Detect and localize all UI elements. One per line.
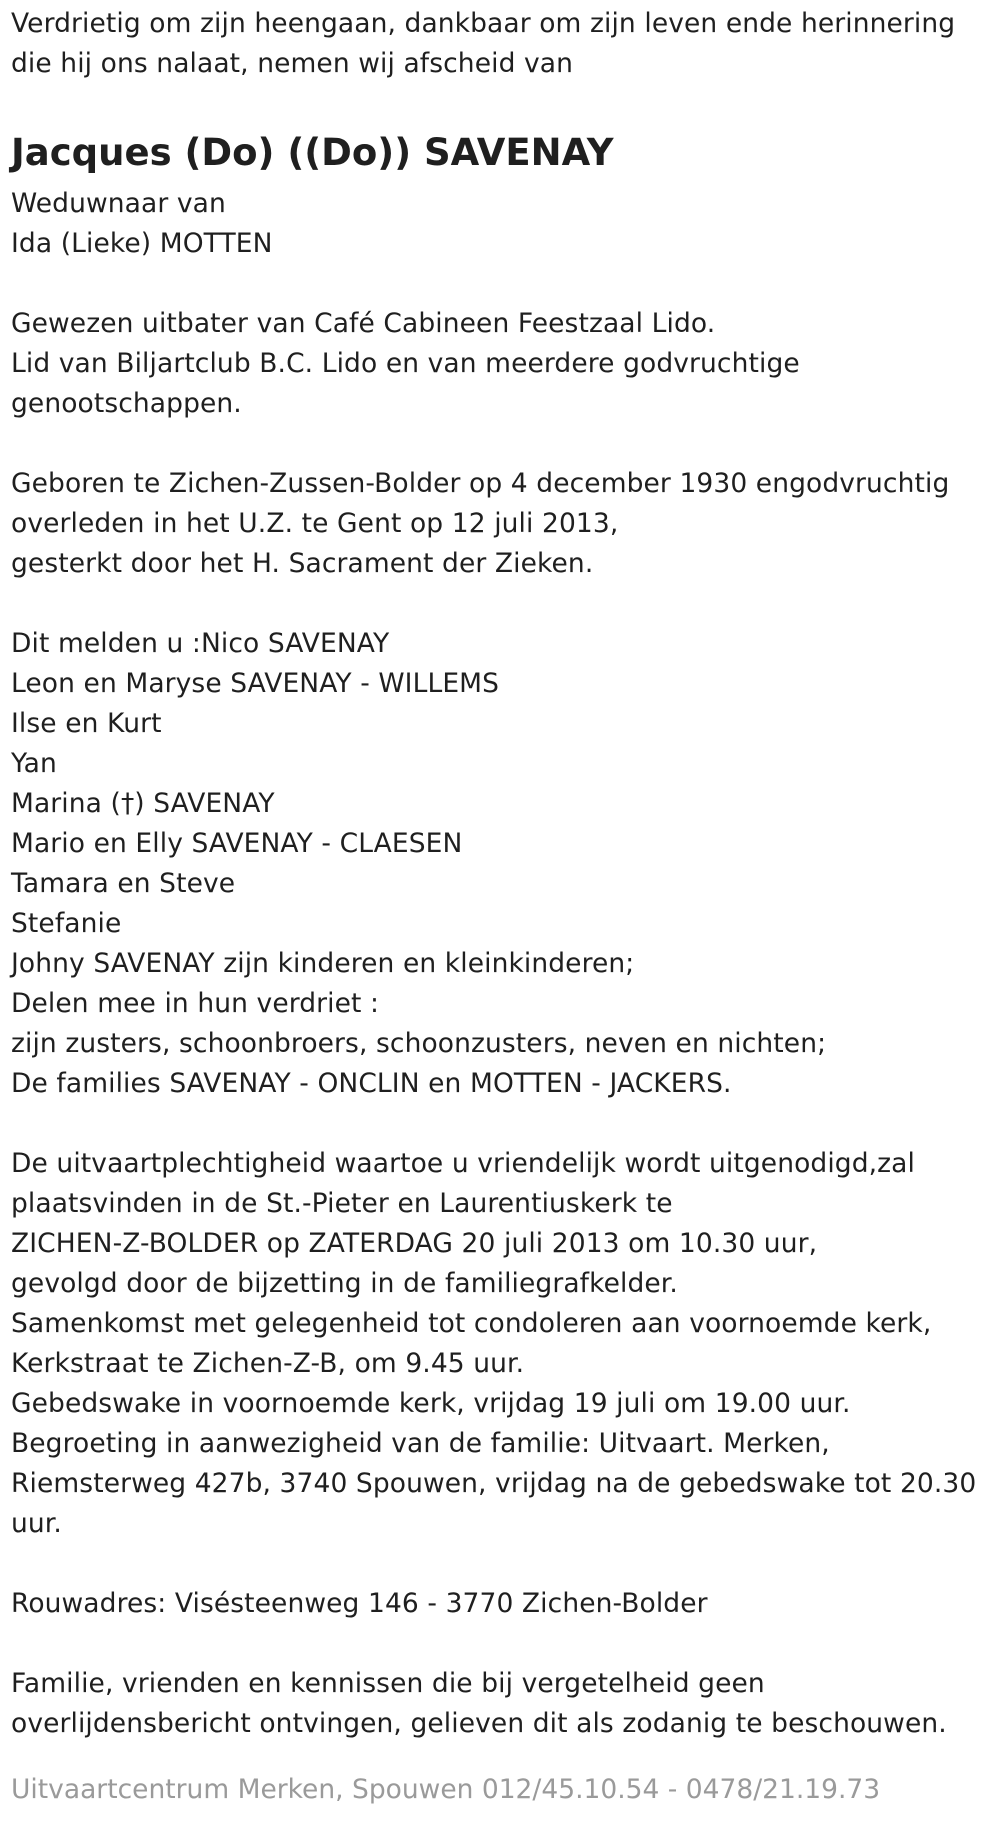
birth-death-paragraph xyxy=(11,464,986,584)
ceremony-line: De uitvaartplechtigheid waartoe u vriendelijk wordt uitgenodigd,zal xyxy=(11,1148,915,1179)
intro-line: die hij ons nalaat, nemen wij afscheid van xyxy=(11,48,574,79)
spouse-line: Weduwnaar van xyxy=(11,188,226,219)
family-line: De families SAVENAY - ONCLIN en MOTTEN - JACKERS. xyxy=(11,1068,732,1099)
career-line: genootschappen. xyxy=(11,388,242,419)
ceremony-line: Gebedswake in voornoemde kerk, vrijdag 19 juli om 19.00 uur. xyxy=(11,1388,851,1419)
deceased-name: Jacques (Do) ((Do)) SAVENAY xyxy=(11,131,614,174)
birth-death-line: overleden in het U.Z. te Gent op 12 juli 2013, xyxy=(11,508,619,539)
family-line: Johny SAVENAY zijn kinderen en kleinkinderen; xyxy=(11,948,635,979)
family-line: Dit melden u :Nico SAVENAY xyxy=(11,628,390,659)
notice-line: overlijdensbericht ontvingen, gelieven dit als zodanig te beschouwen. xyxy=(11,1708,947,1739)
paragraph-gap xyxy=(11,1624,986,1664)
ceremony-line: plaatsvinden in de St.-Pieter en Laurentiuskerk te xyxy=(11,1188,673,1219)
notice-line: Familie, vrienden en kennissen die bij vergetelheid geen xyxy=(11,1668,765,1699)
family-line: Delen mee in hun verdriet : xyxy=(11,988,380,1019)
family-line: Leon en Maryse SAVENAY - WILLEMS xyxy=(11,668,500,699)
family-line: Tamara en Steve xyxy=(11,868,236,899)
funeral-home-footer: Uitvaartcentrum Merken, Spouwen 012/45.10.54 - 0478/21.19.73 xyxy=(11,1774,881,1805)
paragraph-gap xyxy=(11,584,986,624)
family-line: zijn zusters, schoonbroers, schoonzusters, neven en nichten; xyxy=(11,1028,827,1059)
spouse-line: Ida (Lieke) MOTTEN xyxy=(11,228,273,259)
family-line: Stefanie xyxy=(11,908,122,939)
paragraph-gap xyxy=(11,1544,986,1584)
notice-paragraph xyxy=(11,1664,986,1744)
ceremony-line: Begroeting in aanwezigheid van de familie: Uitvaart. Merken, xyxy=(11,1428,830,1459)
address-paragraph xyxy=(11,1584,986,1624)
paragraph-gap xyxy=(11,424,986,464)
spouse-paragraph xyxy=(11,184,986,264)
birth-death-line: gesterkt door het H. Sacrament der Zieken. xyxy=(11,548,594,579)
career-line: Lid van Biljartclub B.C. Lido en van meerdere godvruchtige xyxy=(11,348,800,379)
family-line: Mario en Elly SAVENAY - CLAESEN xyxy=(11,828,463,859)
paragraph-gap xyxy=(11,1104,986,1144)
address-line: Rouwadres: Visésteenweg 146 - 3770 Zichen-Bolder xyxy=(11,1588,708,1619)
ceremony-line: gevolgd door de bijzetting in de familiegrafkelder. xyxy=(11,1268,678,1299)
career-line: Gewezen uitbater van Café Cabineen Feestzaal Lido. xyxy=(11,308,716,339)
family-line: Yan xyxy=(11,748,57,779)
paragraph-gap xyxy=(11,264,986,304)
family-line: Marina (†) SAVENAY xyxy=(11,788,275,819)
intro-paragraph xyxy=(11,4,986,84)
birth-death-line: Geboren te Zichen-Zussen-Bolder op 4 december 1930 engodvruchtig xyxy=(11,468,950,499)
obituary-text xyxy=(11,4,986,1744)
career-paragraph xyxy=(11,304,986,424)
ceremony-paragraph xyxy=(11,1144,986,1544)
ceremony-line: uur. xyxy=(11,1508,62,1539)
ceremony-line: ZICHEN-Z-BOLDER op ZATERDAG 20 juli 2013 om 10.30 uur, xyxy=(11,1228,818,1259)
family-paragraph xyxy=(11,624,986,1104)
intro-line: Verdrietig om zijn heengaan, dankbaar om zijn leven ende herinnering xyxy=(11,8,956,39)
ceremony-line: Samenkomst met gelegenheid tot condoleren aan voornoemde kerk, xyxy=(11,1308,932,1339)
family-line: Ilse en Kurt xyxy=(11,708,162,739)
ceremony-line: Riemsterweg 427b, 3740 Spouwen, vrijdag na de gebedswake tot 20.30 xyxy=(11,1468,977,1499)
ceremony-line: Kerkstraat te Zichen-Z-B, om 9.45 uur. xyxy=(11,1348,525,1379)
